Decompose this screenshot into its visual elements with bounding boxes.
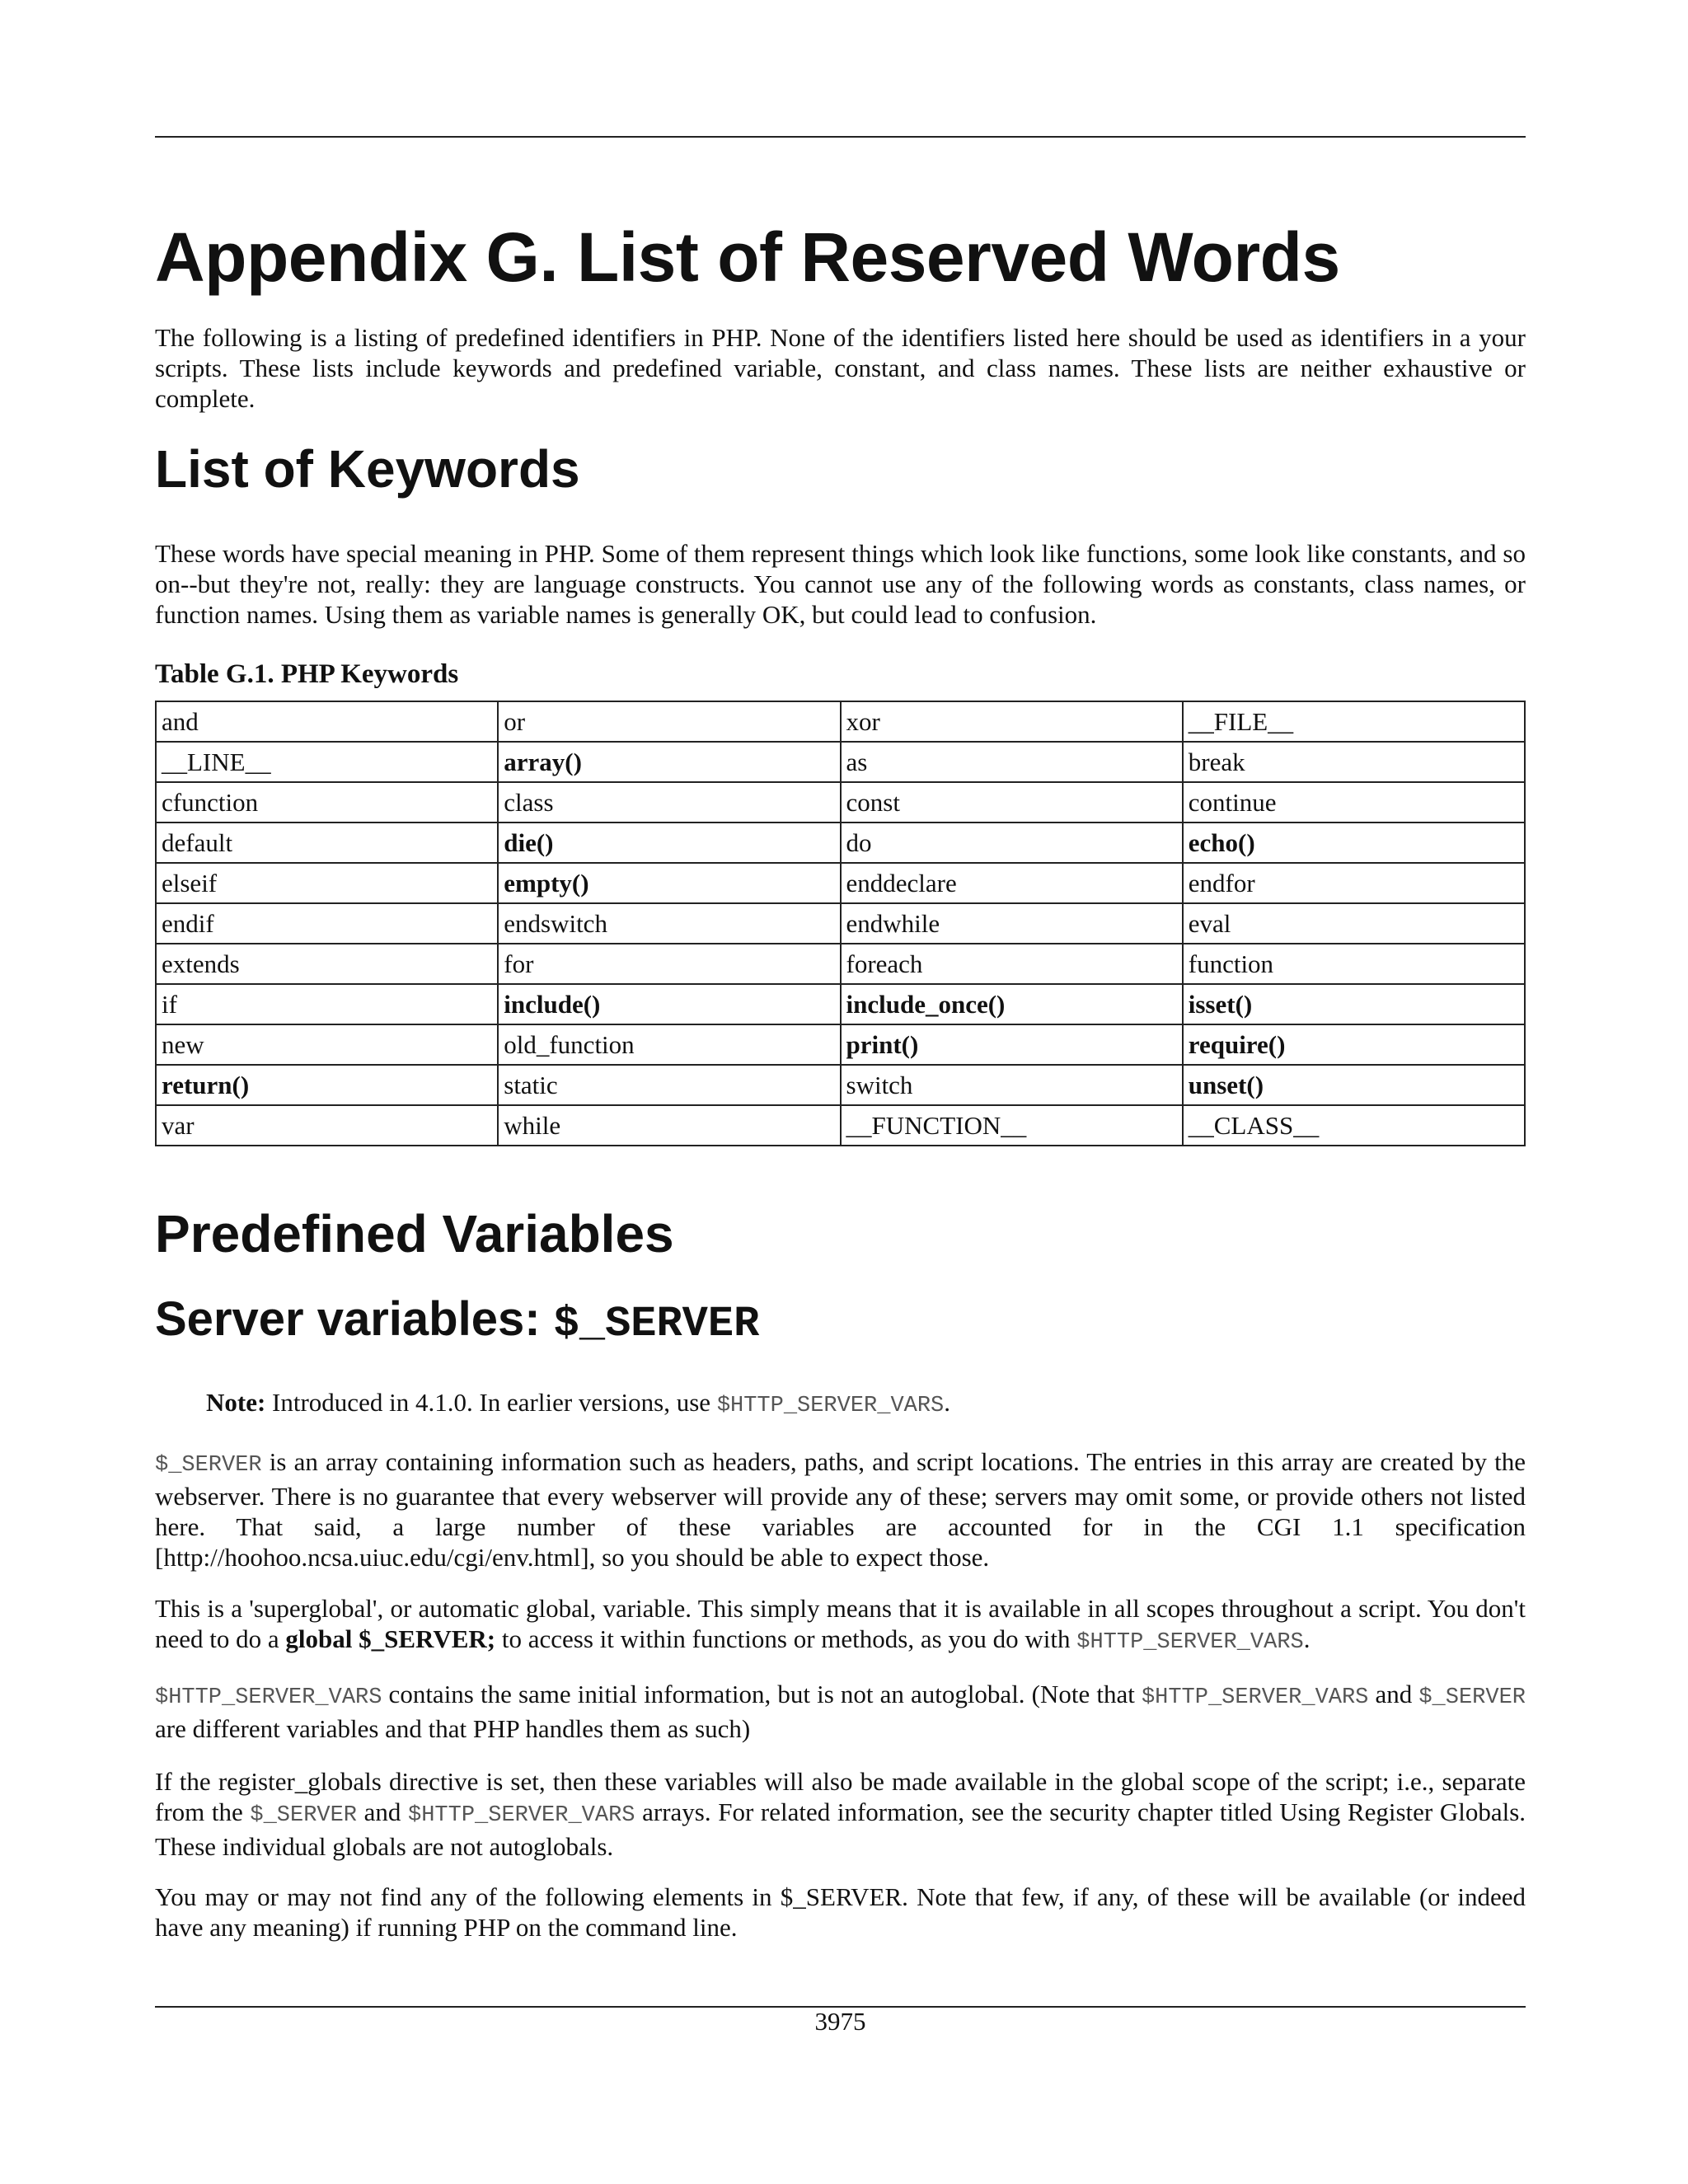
http-server-vars-paragraph — [155, 1679, 1526, 1744]
note-paragraph — [206, 1387, 950, 1422]
table-cell: foreach — [841, 944, 1183, 984]
table-row — [156, 1024, 1525, 1065]
table-cell: endwhile — [841, 903, 1183, 944]
server-variables-heading — [155, 1291, 759, 1353]
table-row — [156, 701, 1525, 742]
table-cell: cfunction — [156, 782, 498, 823]
table-cell: extends — [156, 944, 498, 984]
table-cell: for — [498, 944, 840, 984]
table-row — [156, 1065, 1525, 1105]
table-cell: elseif — [156, 863, 498, 903]
table-cell: unset() — [1183, 1065, 1525, 1105]
p3-code-3: $_SERVER — [1418, 1685, 1526, 1710]
table-cell: do — [841, 823, 1183, 863]
register-globals-paragraph — [155, 1766, 1526, 1862]
table-cell: array() — [498, 742, 840, 782]
table-cell: switch — [841, 1065, 1183, 1105]
p2-text-a: This is a 'superglobal', or automatic global, variable. This simply means that it is available in all scopes throughout a script. You don't need to do a — [155, 1594, 1526, 1653]
p2-text-b: to access it within functions or methods, as you do with — [495, 1624, 1077, 1653]
table-row — [156, 1105, 1525, 1146]
table-cell: while — [498, 1105, 840, 1146]
page-title: Appendix G. List of Reserved Words — [155, 218, 1340, 296]
server-heading-code: $_SERVER — [553, 1300, 760, 1348]
table-cell: class — [498, 782, 840, 823]
table-caption: Table G.1. PHP Keywords — [155, 659, 459, 689]
keywords-paragraph: These words have special meaning in PHP. Some of them represent things which look like functions, some look like constants, and so on--but they're not, really: they are language constructs. You cannot use any of the following words as constants, class names, or function names. Using them as variable names is generally OK, but could lead to confusion. — [155, 539, 1526, 629]
p4-text-a: If the register_globals directive is set, then these variables will also be made available in the global scope of the script; i.e., separate from the — [155, 1767, 1526, 1826]
note-code: $HTTP_SERVER_VARS — [716, 1394, 945, 1418]
table-cell: __CLASS__ — [1183, 1105, 1525, 1146]
table-cell: and — [156, 701, 498, 742]
page-number: 3975 — [814, 2007, 866, 2036]
p2-end: . — [1303, 1624, 1311, 1653]
table-cell: or — [498, 701, 840, 742]
table-row — [156, 944, 1525, 984]
table-cell: __FILE__ — [1183, 701, 1525, 742]
p4-text-b: and — [357, 1797, 409, 1826]
table-cell: require() — [1183, 1024, 1525, 1065]
table-cell: old_function — [498, 1024, 840, 1065]
note-end: . — [944, 1388, 951, 1417]
table-cell: default — [156, 823, 498, 863]
p4-code-2: $HTTP_SERVER_VARS — [408, 1803, 635, 1828]
table-cell: __LINE__ — [156, 742, 498, 782]
table-cell: return() — [156, 1065, 498, 1105]
server-heading-text: Server variables: — [155, 1292, 554, 1346]
table-cell: break — [1183, 742, 1525, 782]
p3-text-a: contains the same initial information, but is not an autoglobal. (Note that — [382, 1680, 1142, 1708]
p4-code-1: $_SERVER — [250, 1803, 358, 1828]
table-cell: eval — [1183, 903, 1525, 944]
command-line-paragraph: You may or may not find any of the following elements in $_SERVER. Note that few, if any, of these will be available (or indeed have any meaning) if running PHP on the command line. — [155, 1882, 1526, 1942]
table-row — [156, 863, 1525, 903]
table-cell: as — [841, 742, 1183, 782]
p1-text: is an array containing information such as headers, paths, and script locations. The entries in this array are created by the webserver. There is no guarantee that every webserver will provide any of these; servers may omit some, or provide others not listed here. That said, a large number of these variables are accounted for in the CGI 1.1 specification [http://hoohoo.ncsa.uiuc.edu/cgi/env.html], so you should be able to expect those. — [155, 1447, 1526, 1572]
table-cell: die() — [498, 823, 840, 863]
server-description-paragraph — [155, 1446, 1526, 1572]
keywords-table — [155, 701, 1526, 1146]
table-cell: echo() — [1183, 823, 1525, 863]
footer-rule — [155, 2006, 1526, 2008]
table-cell: static — [498, 1065, 840, 1105]
table-cell: endfor — [1183, 863, 1525, 903]
p3-text-b: and — [1368, 1680, 1419, 1708]
table-cell: enddeclare — [841, 863, 1183, 903]
table-cell: continue — [1183, 782, 1525, 823]
table-cell: include() — [498, 984, 840, 1024]
table-cell: function — [1183, 944, 1525, 984]
table-row — [156, 984, 1525, 1024]
table-row — [156, 823, 1525, 863]
p3-code-2: $HTTP_SERVER_VARS — [1141, 1685, 1369, 1710]
table-cell: endif — [156, 903, 498, 944]
table-row — [156, 782, 1525, 823]
table-cell: const — [841, 782, 1183, 823]
intro-paragraph: The following is a listing of predefined identifiers in PHP. None of the identifiers listed here should be used as identifiers in a your scripts. These lists include keywords and predefined variable, constant, and class names. These lists are neither exhaustive or complete. — [155, 323, 1526, 413]
note-label: Note: — [206, 1388, 266, 1417]
table-cell: empty() — [498, 863, 840, 903]
p4-text-c: arrays. For related information, see the security chapter titled Using Register Globals. These individual globals are not autoglobals. — [155, 1797, 1526, 1861]
keywords-heading: List of Keywords — [155, 439, 580, 499]
table-row — [156, 742, 1525, 782]
table-cell: new — [156, 1024, 498, 1065]
p2-code: $HTTP_SERVER_VARS — [1076, 1630, 1304, 1655]
table-cell: endswitch — [498, 903, 840, 944]
table-cell: var — [156, 1105, 498, 1146]
header-rule — [155, 136, 1526, 138]
predefined-variables-heading: Predefined Variables — [155, 1204, 674, 1263]
note-text: Introduced in 4.1.0. In earlier versions, use — [265, 1388, 717, 1417]
p3-text-c: are different variables and that PHP handles them as such) — [155, 1714, 751, 1743]
table-cell: if — [156, 984, 498, 1024]
p3-code-1: $HTTP_SERVER_VARS — [155, 1685, 382, 1710]
p2-bold: global $_SERVER; — [285, 1624, 496, 1653]
table-cell: isset() — [1183, 984, 1525, 1024]
table-cell: include_once() — [841, 984, 1183, 1024]
superglobal-paragraph — [155, 1593, 1526, 1658]
table-row — [156, 903, 1525, 944]
p1-code: $_SERVER — [155, 1453, 262, 1478]
table-cell: print() — [841, 1024, 1183, 1065]
table-cell: __FUNCTION__ — [841, 1105, 1183, 1146]
table-cell: xor — [841, 701, 1183, 742]
